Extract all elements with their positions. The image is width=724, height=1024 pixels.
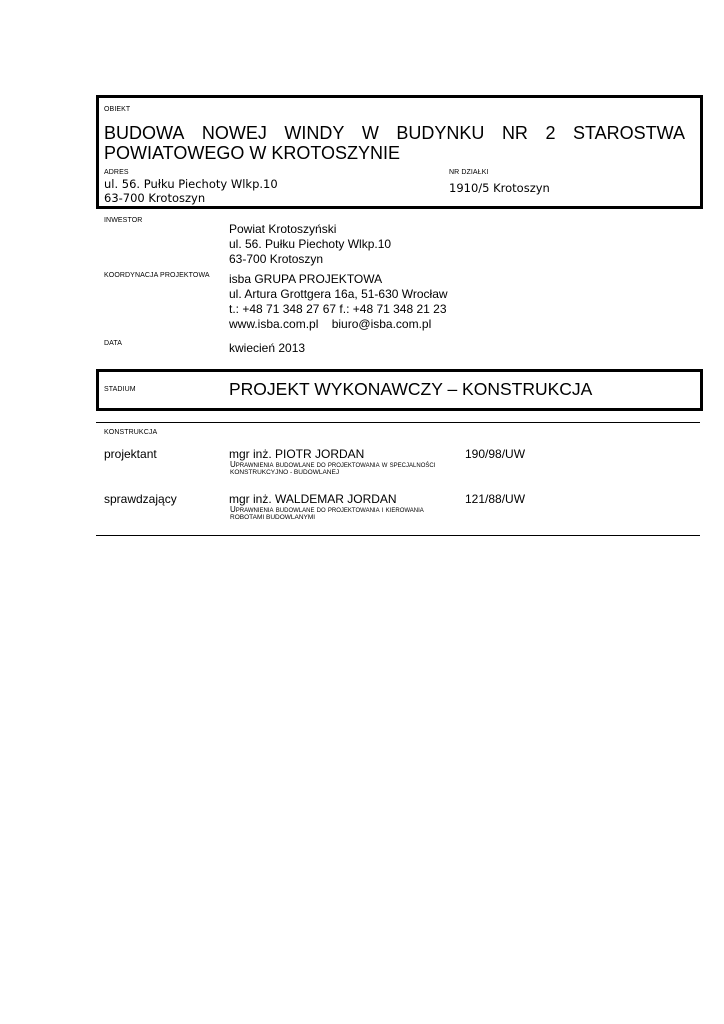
sprawdzajacy-role: sprawdzający (104, 492, 177, 506)
projektant-name: mgr inż. PIOTR JORDAN (229, 447, 365, 461)
koordynacja-value (229, 272, 448, 332)
koordynacja-line: isba GRUPA PROJEKTOWA (229, 272, 383, 286)
title-word: NOWEJ (201, 123, 267, 143)
title-word: NR (501, 123, 528, 143)
inwestor-label: INWESTOR (104, 217, 143, 224)
dzialka-label: NR DZIAŁKI (449, 169, 489, 176)
projektant-desc-line: Uprawnienia budowlane do projektowania w specjalności (230, 460, 436, 469)
projektant-number: 190/98/UW (465, 447, 526, 461)
inwestor-value (229, 222, 391, 267)
obiekt-label: OBIEKT (104, 106, 131, 113)
sprawdzajacy-desc-line: ROBOTAMI BUDOWLANYMI (230, 514, 316, 521)
data-label: DATA (104, 340, 123, 347)
projektant-desc-line: KONSTRUKCYJNO - BUDOWLANEJ (230, 469, 340, 476)
adres-line2: 63-700 Krotoszyn (104, 191, 206, 205)
konstrukcja-label: KONSTRUKCJA (104, 429, 158, 436)
inwestor-line: 63-700 Krotoszyn (229, 252, 324, 266)
koordynacja-line: ul. Artura Grottgera 16a, 51-630 Wrocław (229, 287, 448, 301)
sprawdzajacy-description (230, 506, 460, 522)
projektant-role: projektant (104, 447, 157, 461)
obiekt-title-line2: POWIATOWEGO W KROTOSZYNIE (104, 143, 401, 163)
inwestor-line: Powiat Krotoszyński (229, 222, 337, 236)
koordynacja-line: www.isba.com.pl biuro@isba.com.pl (229, 317, 432, 331)
stadium-label: STADIUM (104, 386, 136, 393)
sprawdzajacy-number: 121/88/UW (465, 492, 526, 506)
dzialka-value: 1910/5 Krotoszyn (449, 181, 550, 195)
adres-line1: ul. 56. Pułku Piechoty Wlkp.10 (104, 177, 278, 191)
obiekt-title-line1 (104, 123, 685, 143)
stadium-value: PROJEKT WYKONAWCZY – KONSTRUKCJA (229, 379, 593, 399)
title-word: BUDYNKU (396, 123, 485, 143)
koordynacja-line: t.: +48 71 348 27 67 f.: +48 71 348 21 23 (229, 302, 447, 316)
title-word: W (361, 123, 379, 143)
adres-label: ADRES (104, 169, 129, 176)
data-value: kwiecień 2013 (229, 341, 306, 355)
inwestor-line: ul. 56. Pułku Piechoty Wlkp.10 (229, 237, 392, 251)
konstrukcja-top-divider (96, 422, 700, 423)
projektant-description (230, 461, 460, 477)
sprawdzajacy-desc-line: Uprawnienia budowlane do projektowania i kierowania (230, 505, 424, 514)
title-word: 2 (545, 123, 556, 143)
sprawdzajacy-name: mgr inż. WALDEMAR JORDAN (229, 492, 397, 506)
title-word: BUDOWA (104, 123, 185, 143)
konstrukcja-bottom-divider (96, 535, 700, 536)
title-word: STAROSTWA (572, 123, 685, 143)
title-word: WINDY (284, 123, 345, 143)
koordynacja-label: KOORDYNACJA PROJEKTOWA (104, 272, 210, 279)
